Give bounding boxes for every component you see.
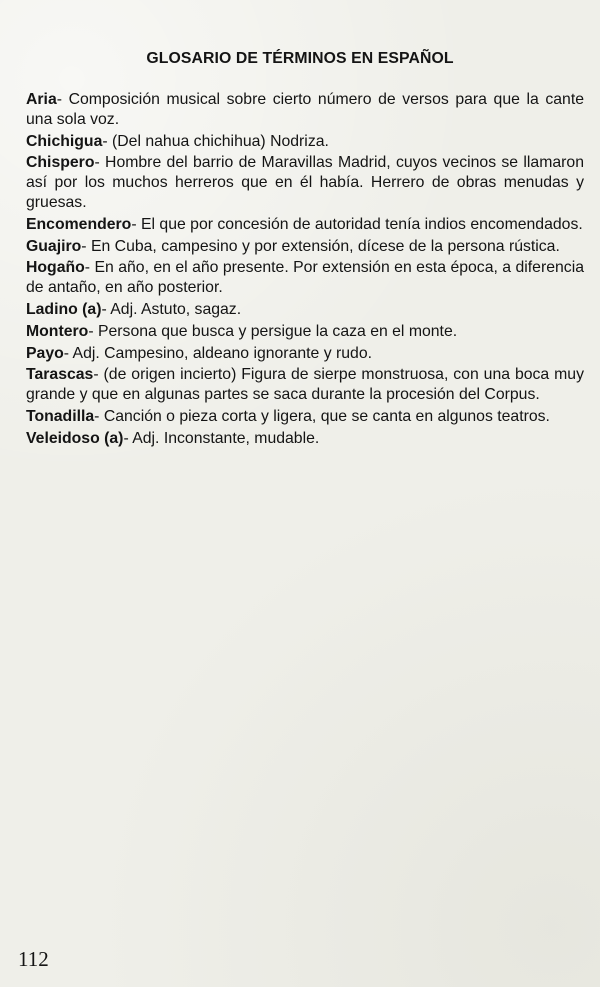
glossary-entry-aria — [26, 90, 584, 130]
glossary-term: Chichigua — [26, 132, 103, 150]
glossary-definition: - Adj. Campesino, aldeano ignorante y rudo. — [63, 344, 372, 362]
glossary-term: Veleidoso (a) — [26, 429, 124, 447]
page-number: 112 — [18, 947, 49, 971]
glossary-term: Payo — [26, 344, 64, 362]
glossary-definition: - Canción o pieza corta y ligera, que se canta en algunos teatros. — [94, 407, 550, 425]
glossary-term: Encomendero — [26, 215, 132, 233]
glossary-term: Tarascas — [26, 366, 94, 384]
glossary-definition: - (Del nahua chichihua) Nodriza. — [102, 132, 329, 150]
glossary-term: Hogaño — [26, 259, 85, 277]
glossary-term: Guajiro — [26, 237, 82, 255]
glossary-term: Chispero — [26, 154, 95, 172]
glossary-entry-tonadilla — [26, 407, 584, 427]
glossary-term: Aria — [26, 91, 57, 108]
glossary-entry-montero — [26, 322, 584, 342]
glossary-list — [26, 90, 584, 451]
glossary-definition: - En Cuba, campesino y por extensión, dícese de la persona rústica. — [81, 237, 560, 255]
glossary-definition: - (de origen incierto) Figura de sierpe monstruosa, con una boca muy grande y que en algunas partes se saca durante la procesión del Corpus. — [26, 366, 584, 404]
glossary-definition: - Adj. Astuto, sagaz. — [101, 300, 242, 318]
glossary-definition: - Hombre del barrio de Maravillas Madrid, cuyos vecinos se llamaron así por los muchos herreros que en él había. Herrero de obras menudas y gruesas. — [26, 154, 584, 211]
glossary-entry-ladino — [26, 300, 584, 320]
glossary-definition: - El que por concesión de autoridad tenía indios encomendados. — [131, 215, 583, 233]
glossary-entry-hogano — [26, 258, 584, 298]
glossary-entry-payo — [26, 344, 584, 364]
glossary-term: Ladino (a) — [26, 300, 102, 318]
glossary-term: Tonadilla — [26, 407, 95, 425]
glossary-entry-encomendero — [26, 215, 584, 235]
glossary-definition: - Adj. Inconstante, mudable. — [123, 429, 320, 447]
glossary-entry-chichigua — [26, 132, 584, 152]
glossary-term: Montero — [26, 322, 89, 340]
glossary-definition: - Persona que busca y persigue la caza en el monte. — [88, 322, 458, 340]
glossary-entry-chispero — [26, 153, 584, 212]
glossary-entry-guajiro — [26, 237, 584, 257]
glossary-entry-veleidoso — [26, 429, 584, 449]
page-title: GLOSARIO DE TÉRMINOS EN ESPAÑOL — [146, 50, 454, 67]
glossary-definition: - En año, en el año presente. Por extensión en esta época, a diferencia de antaño, en año posterior. — [26, 259, 584, 297]
glossary-definition: - Composición musical sobre cierto número de versos para que la cante una sola voz. — [26, 91, 584, 128]
glossary-entry-tarascas — [26, 365, 584, 405]
